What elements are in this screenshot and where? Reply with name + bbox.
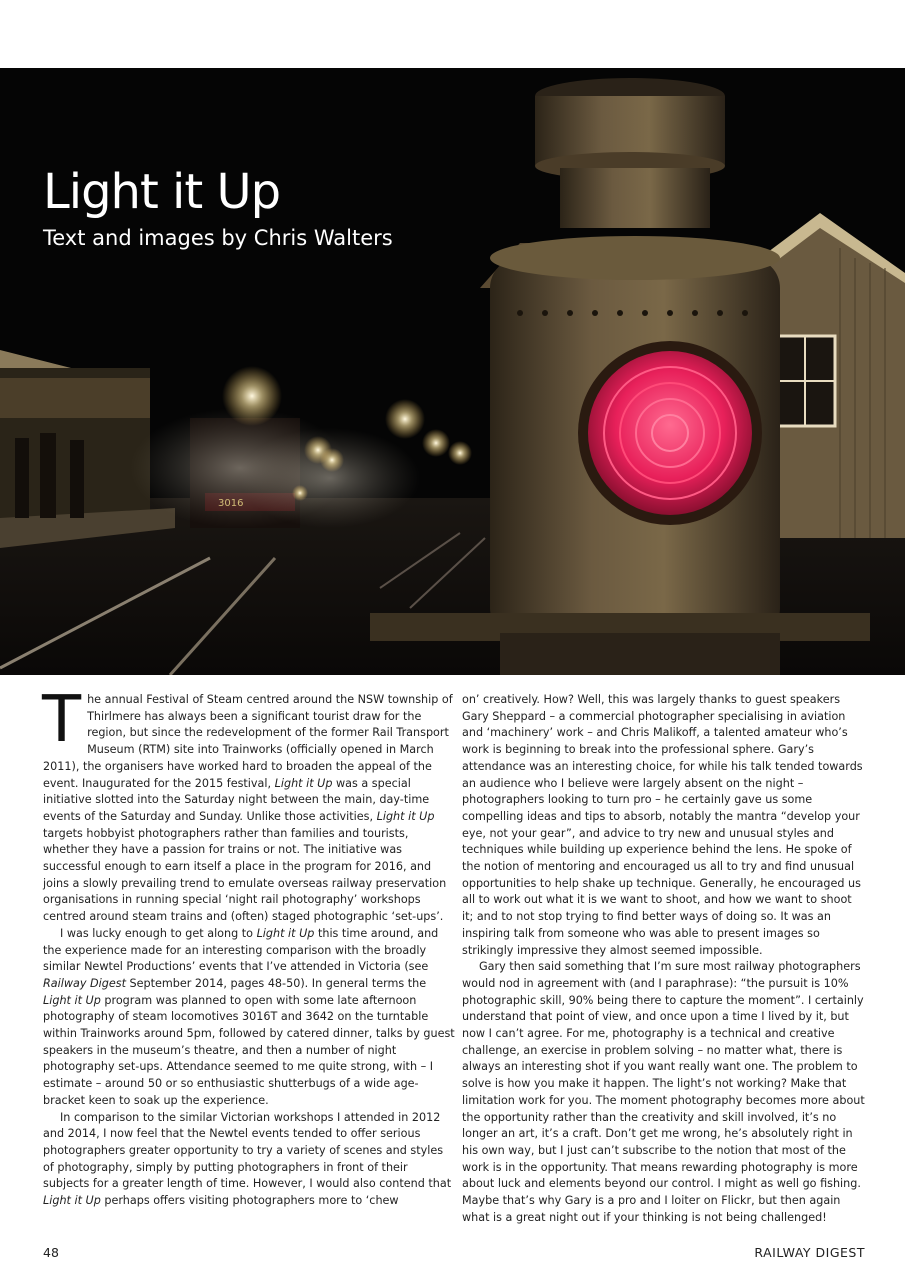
article-column-1 <box>42 683 457 1210</box>
magazine-name: RAILWAY DIGEST <box>754 1245 865 1260</box>
text-run: was a special initiative slotted into the Saturday night between the main, day-time events of the Saturday and Sunday. Unlike those activities, <box>43 776 430 823</box>
hero-photo <box>0 68 905 675</box>
text-run: this time around, and the experience made for an interesting comparison with the broadly similar Newtel Productions’ events that I’ve attended in Victoria (see <box>43 926 439 974</box>
text-run: September 2014, pages 48-50). In general terms the <box>125 976 427 990</box>
text-run: In comparison to the similar Victorian workshops I attended in 2012 and 2014, I now feel that the Newtel events tended to offer serious photographers greater opportunity to try a variety of scenes and styles of photography, simply by putting photographers in front of their subjects for a greater length of time. However, I would also contend that <box>43 1110 452 1191</box>
italic-title: Light it Up <box>376 809 435 823</box>
italic-title: Light it Up <box>43 993 101 1007</box>
text-run: I was lucky enough to get along to <box>60 926 257 940</box>
page-number: 48 <box>43 1245 59 1260</box>
paragraph <box>43 926 457 1110</box>
article-column-2 <box>462 692 866 1227</box>
text-run: program was planned to open with some late afternoon photography of steam locomotives 3016T and 3642 on the turntable within Trainworks around 5pm, followed by catered dinner, talks by guest speakers in the museum’s theatre, and then a number of night photography set-ups. Attendance seemed to me quite strong, with – I estimate – around 50 or so enthusiastic shutterbugs of a wide age-bracket keen to soak up the experience. <box>43 993 455 1107</box>
paragraph: Gary then said something that I’m sure most railway photographers would nod in agreement with (and I paraphrase): “the pursuit is 10% photographic skill, 90% being there to capture the moment”. I certainly understand that point of view, and once upon a time I lived by it, but now I can’t agree. For me, photography is a technical and creative challenge, an exercise in problem solving – no matter what, there is always an interesting shot if you want really want one. The problem to solve is how you make it happen. The light’s not working? Make that limitation work for you. The moment photography becomes more about the opportunity rather than the creativity and skill involved, it’s no longer an art, it’s a craft. Don’t get me wrong, he’s absolutely right in his own way, but I just can’t subscribe to the notion that most of the work is in the opportunity. That means rewarding photography is more about luck and elements beyond our control. I might as well go fishing. Maybe that’s why Gary is a pro and I loiter on Flickr, but then again what is a great night out if your thinking is not being challenged! <box>462 960 865 1224</box>
text-run: he annual Festival of Steam centred around the NSW township of Thirlmere has always been a significant tourist draw for the region, but since the redevelopment of the former Rail Transport Museum (RTM) site into Trainworks (officially opened in March 2011), the organisers have worked hard to broaden the appeal of the event. Inaugurated for the 2015 festival, <box>43 693 453 790</box>
paragraph <box>42 683 457 926</box>
article-byline: Text and images by Chris Walters <box>43 226 393 250</box>
italic-title: Light it Up <box>256 926 315 940</box>
text-run: targets hobbyist photographers rather than families and tourists, whether they have a passion for trains or not. The initiative was successful enough to earn itself a place in the program for 2016, and joins a slowly prevailing trend to emulate overseas railway preservation organisations in running special ‘night rail photography’ workshops centred around steam trains and (often) staged photographic ‘set-ups’. <box>43 826 447 924</box>
article-title: Light it Up <box>43 164 281 220</box>
italic-title: Light it Up <box>274 776 333 790</box>
italic-title: Light it Up <box>43 1194 101 1208</box>
night-lamp-illustration <box>0 68 905 675</box>
paragraph: on’ creatively. How? Well, this was largely thanks to guest speakers Gary Sheppard – a commercial photographer specialising in aviation and ‘machinery’ work – and Chris Malikoff, a talented amateur who’s work is beginning to break into the professional sphere. Gary’s attendance was an interesting choice, for while his talk tended towards an audience who I believe were largely absent on the night – photographers looking to turn pro – he certainly gave us some compelling ideas and tips to absorb, notably the mantra “develop your eye, not your gear”, and advice to try new and unusual styles and techniques while building up experience behind the lens. He spoke of the notion of mentoring and encouraged us all to try and find unusual opportunities to help shake up technique. Generally, he encouraged us all to work out what it is we want to shoot, and how we want to shoot it; and to not stop trying to find better ways of doing so. It was an inspiring talk from someone who was able to present images so strikingly impressive they almost seemed impossible. <box>462 693 863 957</box>
paragraph <box>43 1110 457 1210</box>
text-run: perhaps offers visiting photographers more to ‘chew <box>100 1194 399 1208</box>
italic-title: Railway Digest <box>43 976 126 990</box>
drop-cap: T <box>42 683 82 757</box>
